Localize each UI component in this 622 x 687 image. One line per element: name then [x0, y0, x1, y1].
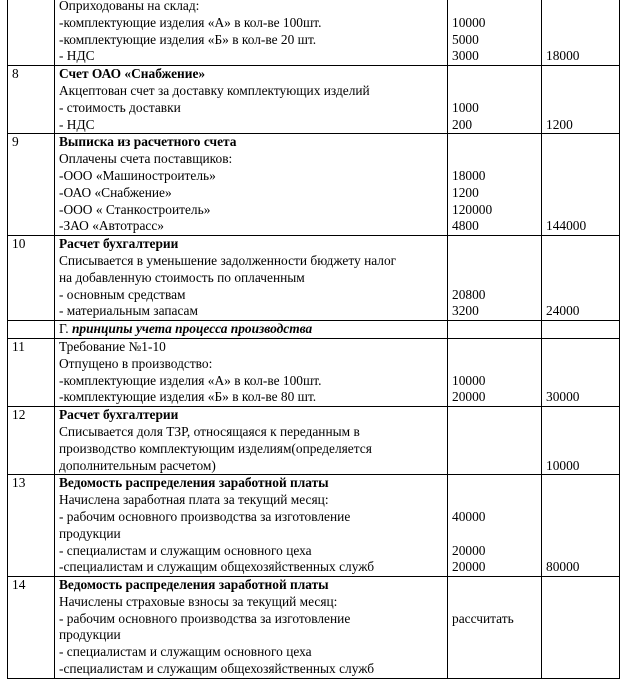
total-value — [546, 356, 615, 373]
section-num-cell — [8, 321, 55, 339]
description-line: Оплачены счета поставщиков: — [59, 151, 233, 167]
total-value — [546, 509, 615, 526]
amount-value: 1000 — [452, 99, 479, 115]
total-value — [546, 644, 615, 661]
amount-value — [452, 526, 537, 543]
amount-value: 18000 — [452, 167, 486, 183]
description-line: - основным средствам — [59, 286, 186, 302]
operation-number-text: 14 — [12, 577, 26, 593]
total-value: 24000 — [546, 303, 580, 319]
table-row — [8, 475, 620, 577]
description-line: на добавленную стоимость по оплаченным — [59, 269, 305, 285]
document-title: Расчет бухгалтерии — [59, 407, 179, 423]
total-value — [546, 577, 615, 594]
total-value — [546, 543, 615, 560]
amount-value — [452, 594, 537, 611]
document-title: Выписка из расчетного счета — [59, 134, 237, 150]
description-line: - материальным запасам — [59, 303, 198, 319]
operation-number — [8, 407, 55, 475]
document-title: Расчет бухгалтерии — [59, 236, 179, 252]
operation-description — [55, 475, 448, 577]
total-value — [546, 253, 615, 270]
description-line: - НДС — [59, 48, 95, 64]
table-row — [8, 407, 620, 475]
amount-value — [452, 134, 537, 151]
amount-value — [452, 356, 537, 373]
operation-number-text: 11 — [12, 338, 25, 354]
amount-column — [448, 236, 542, 321]
description-line: -комплектующие изделия «Б» в кол-ве 80 шт. — [59, 389, 317, 405]
total-column — [542, 134, 620, 236]
description-line: дополнительным расчетом) — [59, 457, 216, 473]
amount-value — [452, 83, 537, 100]
total-value — [546, 0, 615, 15]
description-line: - специалистам и служащим основного цеха — [59, 644, 312, 660]
operation-description — [55, 338, 448, 406]
amount-column — [448, 0, 542, 66]
total-column — [542, 475, 620, 577]
description-line: Оприходованы на склад: — [59, 0, 200, 13]
operation-number-text: 13 — [12, 475, 26, 491]
amount-column — [448, 66, 542, 134]
amount-value — [452, 270, 537, 287]
amount-value: 5000 — [452, 31, 479, 47]
total-value — [546, 373, 615, 390]
description-line: - специалистам и служащим основного цеха — [59, 542, 312, 558]
amount-value — [452, 644, 537, 661]
description-line: -специалистам и служащим общехозяйственных служб — [59, 559, 375, 575]
total-column — [542, 66, 620, 134]
section-prefix: Г. — [59, 321, 69, 337]
total-value — [546, 185, 615, 202]
total-value — [546, 627, 615, 644]
description-line: производство комплектующим изделиям(определяется — [59, 440, 372, 456]
total-value — [546, 526, 615, 543]
amount-value: 120000 — [452, 201, 493, 217]
table-row — [8, 236, 620, 321]
amount-value: рассчитать — [452, 610, 514, 626]
total-value: 10000 — [546, 457, 580, 473]
description-line: Списывается в уменьшение задолженности бюджету налог — [59, 252, 397, 268]
amount-value — [452, 492, 537, 509]
total-value — [546, 66, 615, 83]
amount-value — [452, 661, 537, 678]
description-line: -ЗАО «Автотрасс» — [59, 218, 164, 234]
amount-value: 4800 — [452, 218, 479, 234]
total-value — [546, 100, 615, 117]
amount-value: 40000 — [452, 508, 486, 524]
amount-value: 3000 — [452, 48, 479, 64]
amount-value — [452, 475, 537, 492]
section-row — [8, 321, 620, 339]
amount-value: 20800 — [452, 286, 486, 302]
operation-description — [55, 66, 448, 134]
operation-number — [8, 338, 55, 406]
total-value — [546, 611, 615, 628]
amount-value — [452, 407, 537, 424]
ledger-table — [7, 0, 620, 679]
amount-value: 20000 — [452, 559, 486, 575]
operation-number — [8, 66, 55, 134]
description-line: Начислена заработная плата за текущий месяц: — [59, 492, 329, 508]
operation-description — [55, 134, 448, 236]
total-column — [542, 338, 620, 406]
total-value — [546, 202, 615, 219]
total-value — [546, 168, 615, 185]
description-line: - НДС — [59, 116, 95, 132]
operation-description — [55, 0, 448, 66]
description-line: - рабочим основного производства за изготовление — [59, 610, 351, 626]
amount-value — [452, 627, 537, 644]
total-value: 80000 — [546, 559, 580, 575]
amount-value — [452, 66, 537, 83]
total-value — [546, 441, 615, 458]
amount-value: 10000 — [452, 14, 486, 30]
total-value — [546, 151, 615, 168]
table-row — [8, 338, 620, 406]
amount-value — [452, 0, 537, 15]
table-row — [8, 0, 620, 66]
total-column — [542, 577, 620, 679]
section-title-cell — [55, 321, 448, 339]
description-line: -ООО « Станкостроитель» — [59, 201, 211, 217]
total-value — [546, 83, 615, 100]
description-line: Начислены страховые взносы за текущий месяц: — [59, 593, 338, 609]
amount-column — [448, 407, 542, 475]
amount-value — [452, 424, 537, 441]
total-value — [546, 492, 615, 509]
description-line: -комплектующие изделия «А» в кол-ве 100шт. — [59, 14, 322, 30]
operation-number — [8, 134, 55, 236]
description-line: Отпущено в производство: — [59, 355, 213, 371]
operation-number — [8, 475, 55, 577]
total-value: 30000 — [546, 389, 580, 405]
amount-value: 10000 — [452, 372, 486, 388]
operation-number-text — [12, 0, 50, 15]
total-column — [542, 236, 620, 321]
total-value — [546, 424, 615, 441]
total-column — [542, 0, 620, 66]
amount-column — [448, 338, 542, 406]
section-title: принципы учета процесса производства — [71, 321, 313, 337]
total-value: 18000 — [546, 48, 580, 64]
description-line: Акцептован счет за доставку комплектующих изделий — [59, 82, 370, 98]
operation-description — [55, 236, 448, 321]
description-line: - стоимость доставки — [59, 99, 181, 115]
total-value — [546, 270, 615, 287]
total-value — [546, 287, 615, 304]
amount-value — [452, 577, 537, 594]
total-value — [546, 32, 615, 49]
description-line: -специалистам и служащим общехозяйственных служб — [59, 661, 375, 677]
document-title: Ведомость распределения заработной платы — [59, 577, 329, 593]
amount-value: 3200 — [452, 303, 479, 319]
section-total-cell — [542, 321, 620, 339]
amount-value: 1200 — [452, 184, 479, 200]
operation-number — [8, 0, 55, 66]
amount-value — [452, 236, 537, 253]
description-line: -ОАО «Снабжение» — [59, 184, 172, 200]
total-value — [546, 407, 615, 424]
description-line: -комплектующие изделия «А» в кол-ве 100шт. — [59, 372, 322, 388]
total-value — [546, 475, 615, 492]
operation-number-text: 9 — [12, 134, 19, 150]
operation-number-text: 8 — [12, 66, 19, 82]
description-line: - рабочим основного производства за изготовление — [59, 508, 351, 524]
operation-number-text: 12 — [12, 407, 26, 423]
total-value — [546, 15, 615, 32]
description-line: продукции — [59, 525, 121, 541]
document-title: Счет ОАО «Снабжение» — [59, 66, 206, 82]
description-line: Требование №1-10 — [59, 338, 166, 354]
amount-column — [448, 577, 542, 679]
total-value — [546, 594, 615, 611]
total-value: 144000 — [546, 218, 587, 234]
operation-description — [55, 407, 448, 475]
description-line: Списывается доля ТЗР, относящаяся к переданным в — [59, 423, 360, 439]
operation-description — [55, 577, 448, 679]
operation-number — [8, 577, 55, 679]
ledger-body — [8, 0, 620, 678]
table-row — [8, 66, 620, 134]
amount-value: 200 — [452, 116, 473, 132]
amount-value — [452, 458, 537, 475]
operation-number — [8, 236, 55, 321]
table-row — [8, 577, 620, 679]
amount-value: 20000 — [452, 542, 486, 558]
section-amount-cell — [448, 321, 542, 339]
total-value — [546, 236, 615, 253]
description-line: продукции — [59, 627, 121, 643]
amount-value — [452, 151, 537, 168]
amount-value — [452, 339, 537, 356]
table-row — [8, 134, 620, 236]
operation-number-text: 10 — [12, 236, 26, 252]
document-title: Ведомость распределения заработной платы — [59, 475, 329, 491]
amount-value — [452, 441, 537, 458]
total-value — [546, 134, 615, 151]
amount-column — [448, 134, 542, 236]
total-value: 1200 — [546, 116, 573, 132]
total-value — [546, 339, 615, 356]
total-value — [546, 661, 615, 678]
amount-value: 20000 — [452, 389, 486, 405]
description-line: -комплектующие изделия «Б» в кол-ве 20 шт. — [59, 31, 317, 47]
description-line: -ООО «Машиностроитель» — [59, 167, 216, 183]
amount-column — [448, 475, 542, 577]
total-column — [542, 407, 620, 475]
amount-value — [452, 253, 537, 270]
